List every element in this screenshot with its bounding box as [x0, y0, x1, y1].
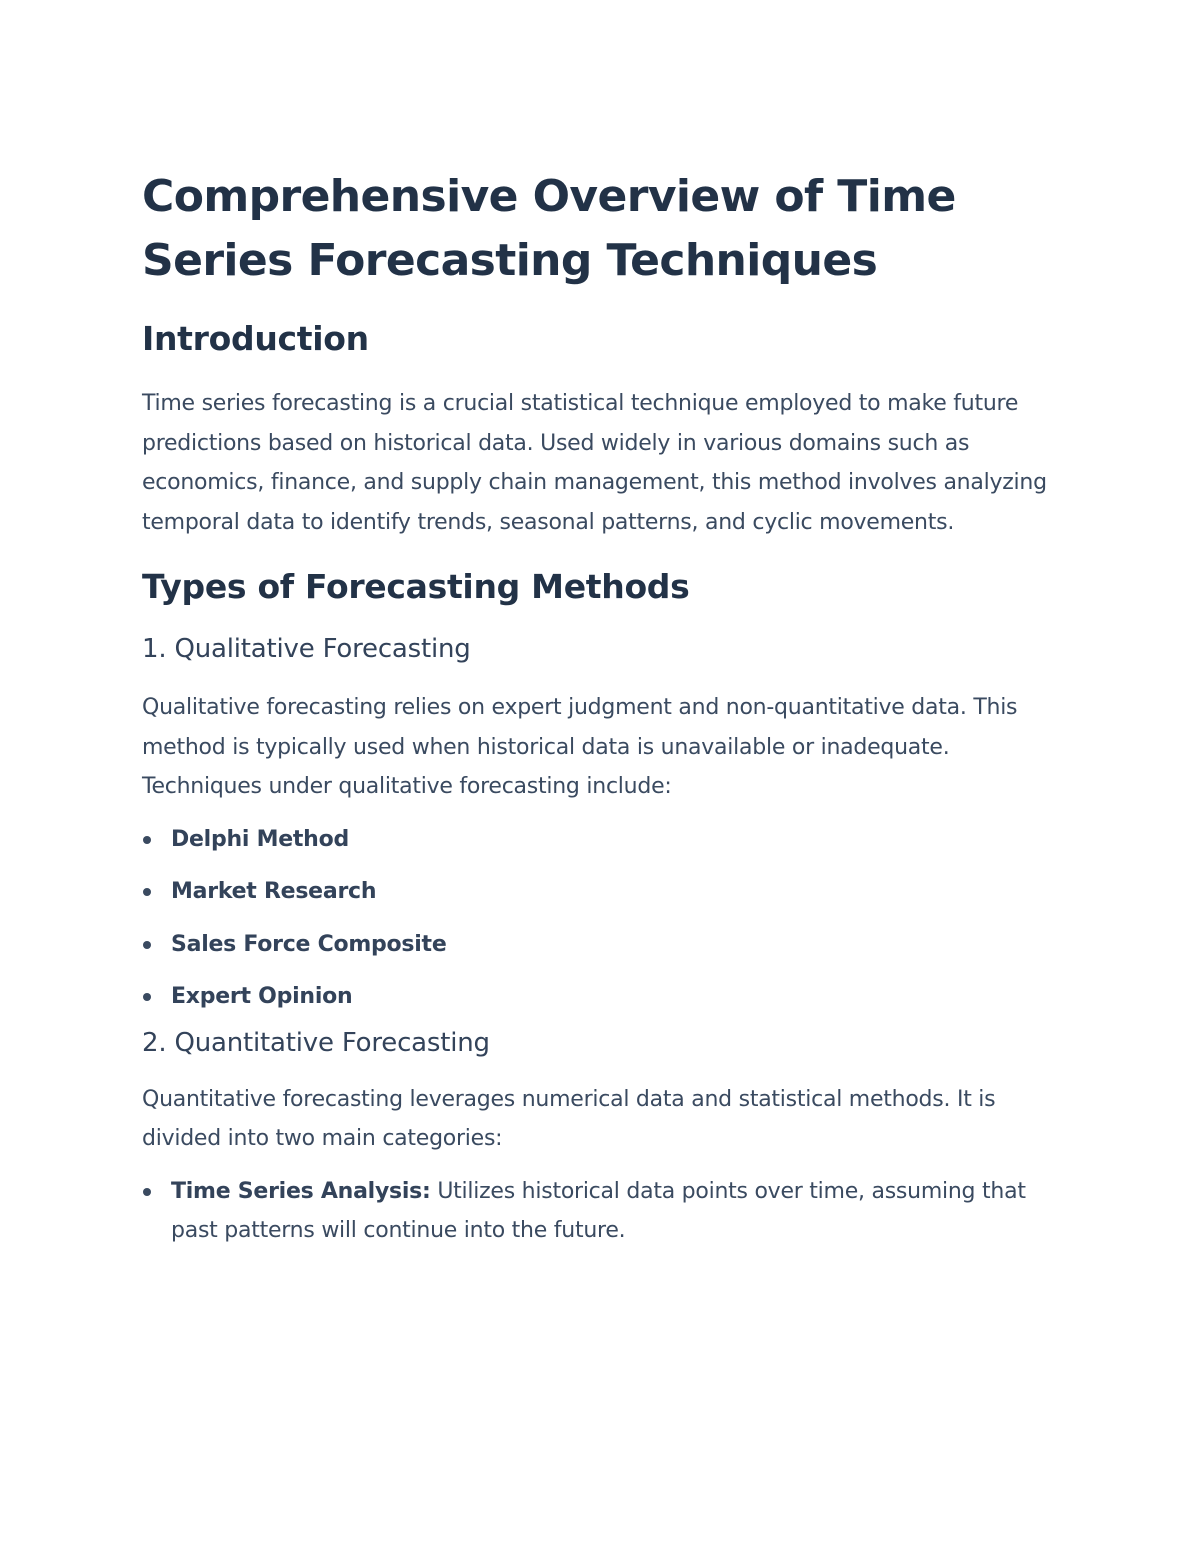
category-term: Time Series Analysis: — [171, 1178, 431, 1204]
list-item — [142, 820, 1067, 860]
technique-name: Sales Force Composite — [171, 931, 447, 957]
qualitative-heading: 1. Qualitative Forecasting — [142, 634, 471, 664]
quantitative-paragraph: Quantitative forecasting leverages numerical data and statistical methods. It is divided into two main categories: — [142, 1086, 996, 1151]
document-page — [142, 165, 1067, 1251]
document-title: Comprehensive Overview of Time Series Forecasting Techniques — [142, 171, 956, 286]
technique-name: Market Research — [171, 879, 377, 904]
introduction-paragraph: Time series forecasting is a crucial statistical technique employed to make future predictions based on historical data. Used widely in various domains such as economics, finance, and supply chain management, this method involves analyzing temporal data to identify trends, seasonal patterns, and cyclic movements. — [142, 391, 1047, 535]
list-item — [142, 977, 1067, 1017]
qualitative-paragraph: Qualitative forecasting relies on expert judgment and non-quantitative data. This method is typically used when historical data is unavailable or inadequate. Techniques under qualitative forecasting include: — [142, 695, 1018, 799]
technique-name: Delphi Method — [171, 826, 349, 852]
category-description: Utilizes historical data points over time, assuming that past patterns will continue into the future. — [171, 1178, 1026, 1243]
bullet-icon — [143, 836, 151, 844]
technique-name: Expert Opinion — [171, 984, 353, 1009]
bullet-icon — [143, 888, 151, 896]
list-item — [142, 872, 1067, 912]
types-heading: Types of Forecasting Methods — [142, 567, 690, 606]
list-item — [142, 925, 1067, 965]
bullet-icon — [143, 941, 151, 949]
list-item — [142, 1172, 1067, 1251]
introduction-heading: Introduction — [142, 319, 369, 358]
quantitative-categories-list — [142, 1172, 1067, 1251]
quantitative-heading: 2. Quantitative Forecasting — [142, 1027, 490, 1058]
qualitative-techniques-list — [142, 820, 1067, 1017]
bullet-icon — [143, 993, 151, 1001]
bullet-icon — [143, 1188, 151, 1196]
